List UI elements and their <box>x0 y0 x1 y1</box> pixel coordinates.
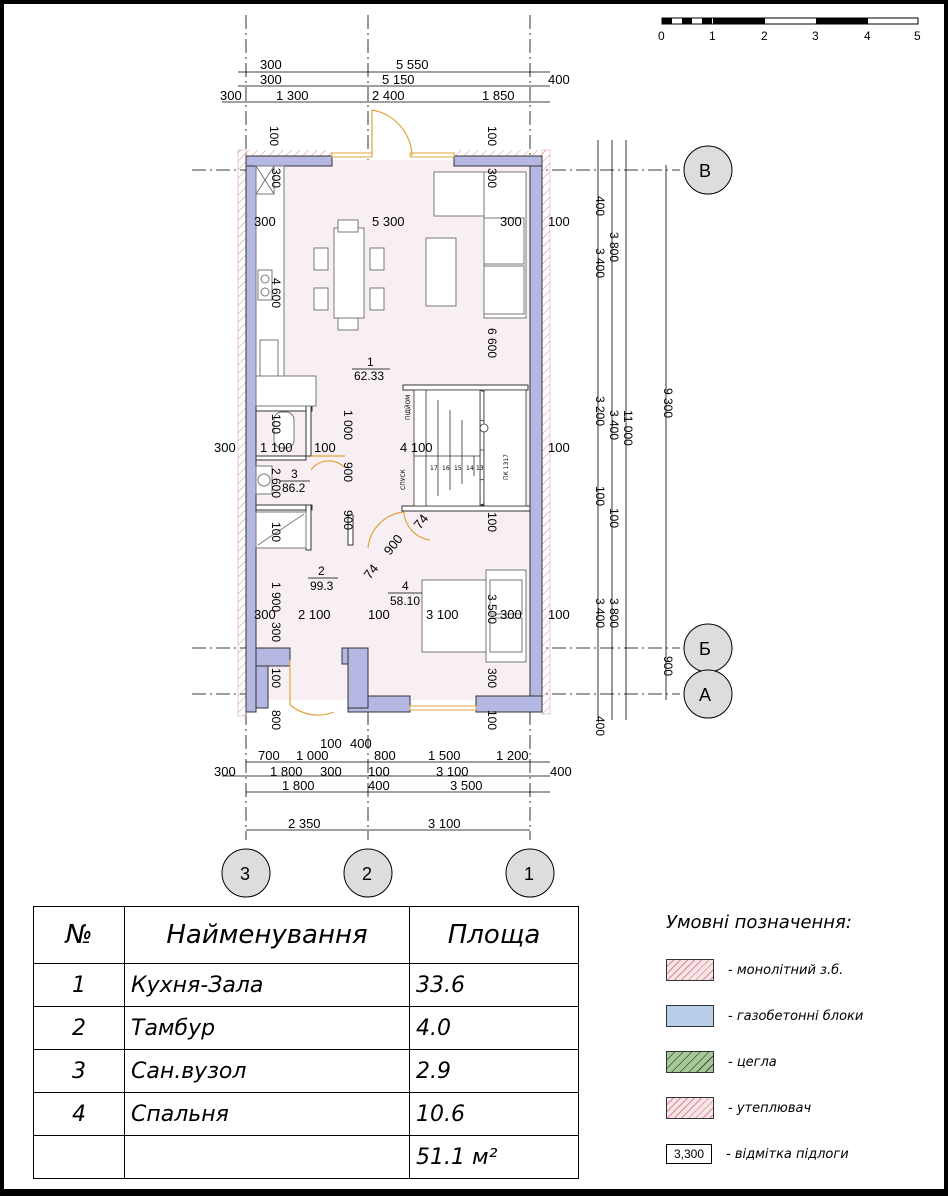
dim-top-300-1: 300 <box>260 57 282 72</box>
dim-i-1900: 1 900 <box>269 582 283 613</box>
dim-i-800: 800 <box>269 710 283 731</box>
table-total-row <box>34 1136 579 1179</box>
scale-tick-4: 4 <box>864 29 871 43</box>
legend-label-brick: - цегла <box>728 1054 777 1070</box>
dim-r-400a: 400 <box>593 196 607 217</box>
floor-mark-box: 3,300 <box>666 1144 712 1164</box>
dim-top-1300: 1 300 <box>276 88 309 103</box>
table-row <box>34 964 579 1007</box>
scale-tick-0: 0 <box>658 29 665 43</box>
legend <box>666 912 926 1177</box>
dim-i-100b: 100 <box>314 440 336 455</box>
stair-down-label: СПУСК <box>400 469 407 490</box>
dim-bot-300b: 300 <box>320 764 342 779</box>
dim-i-300c: 300 <box>214 440 236 455</box>
row-4-name: Спальня <box>125 1093 410 1136</box>
dim-i-v100d: 100 <box>269 522 283 543</box>
dim-i-v300a: 300 <box>269 168 283 189</box>
dim-r-900: 900 <box>661 656 675 677</box>
dim-top-2400: 2 400 <box>372 88 405 103</box>
scale-tick-1: 1 <box>709 29 716 43</box>
row-3-area: 2.9 <box>410 1050 579 1093</box>
dim-bot-700: 700 <box>258 748 280 763</box>
dim-i-v300d: 300 <box>485 668 499 689</box>
dim-i-v100g: 100 <box>485 710 499 731</box>
dim-i-1100: 1 100 <box>260 440 293 455</box>
dim-i-2100: 2 100 <box>298 607 331 622</box>
legend-label-insulation: - утеплювач <box>728 1100 812 1116</box>
col-area-header: Площа <box>410 907 579 964</box>
dim-r-3800b: 3 800 <box>607 598 621 629</box>
row-1-area: 33.6 <box>410 964 579 1007</box>
axis-2: 2 <box>362 864 373 884</box>
dim-r-3400a: 3 400 <box>593 248 607 279</box>
dim-i-300a: 300 <box>254 214 276 229</box>
stair-up-label: ПІДЙОМ <box>405 394 412 420</box>
row-3-name: Сан.вузол <box>125 1050 410 1093</box>
total-area: 51.1 м² <box>410 1136 579 1179</box>
dim-bot-400c: 400 <box>368 778 390 793</box>
dim-i-3500: 3 500 <box>485 594 499 625</box>
room-1-area: 62.33 <box>354 369 385 383</box>
dim-bot-1000: 1 000 <box>296 748 329 763</box>
dim-bot-800: 800 <box>374 748 396 763</box>
scale-tick-2: 2 <box>761 29 768 43</box>
swatch-aerated-blocks <box>666 1005 714 1027</box>
legend-item-monolith <box>666 947 926 993</box>
stair-step-15: 15 <box>454 465 462 472</box>
right-dimensions <box>593 196 675 736</box>
dim-i-100e: 100 <box>548 607 570 622</box>
col-number-header: № <box>34 907 125 964</box>
stair-step-17: 17 <box>430 465 438 472</box>
legend-item-insulation <box>666 1085 926 1131</box>
dim-bot-1800b: 1 800 <box>282 778 315 793</box>
dim-bot-100: 100 <box>320 736 342 751</box>
row-3-number: 3 <box>34 1050 125 1093</box>
dim-r-11000: 11 000 <box>621 410 635 446</box>
swatch-monolith <box>666 959 714 981</box>
dim-i-6600: 6 600 <box>485 328 499 359</box>
dim-bot-3500: 3 500 <box>450 778 483 793</box>
table-row <box>34 1007 579 1050</box>
swatch-brick <box>666 1051 714 1073</box>
dim-top-300-3: 300 <box>220 88 242 103</box>
dim-top-5150: 5 150 <box>382 72 415 87</box>
legend-label-aerated-blocks: - газобетонні блоки <box>728 1008 864 1024</box>
dim-top-300-2: 300 <box>260 72 282 87</box>
dim-top-5550: 5 550 <box>396 57 429 72</box>
stair-mark-label: ПК 1317 <box>503 454 510 480</box>
dim-i-300b: 300 <box>500 214 522 229</box>
dim-i-1000: 1 000 <box>341 410 355 441</box>
row-2-area: 4.0 <box>410 1007 579 1050</box>
room-2-area: 99.3 <box>310 579 334 593</box>
total-empty-2 <box>125 1136 410 1179</box>
dim-bot-100b: 100 <box>368 764 390 779</box>
axis-3: 3 <box>240 864 251 884</box>
dim-i-300e: 300 <box>500 607 522 622</box>
room-3-area: 86.2 <box>282 481 306 495</box>
dim-i-900b: 900 <box>341 510 355 531</box>
row-1-name: Кухня-Зала <box>125 964 410 1007</box>
dim-bot-1500: 1 500 <box>428 748 461 763</box>
dim-i-5300: 5 300 <box>372 214 405 229</box>
room-schedule-table <box>33 906 579 1179</box>
dim-bot-400b: 400 <box>550 764 572 779</box>
dim-i-v100c: 100 <box>269 414 283 435</box>
legend-item-floor-mark <box>666 1131 926 1177</box>
dim-i-3100: 3 100 <box>426 607 459 622</box>
dim-i-2600: 2 600 <box>269 468 283 499</box>
legend-item-brick <box>666 1039 926 1085</box>
room-2-number: 2 <box>318 564 325 578</box>
dim-door-900: 900 <box>380 531 406 558</box>
total-empty-1 <box>34 1136 125 1179</box>
axis-1: 1 <box>524 864 535 884</box>
dim-i-100a: 100 <box>548 214 570 229</box>
table-row <box>34 1093 579 1136</box>
dim-top-400: 400 <box>548 72 570 87</box>
room-4-area: 58.10 <box>390 594 421 608</box>
dim-bot-300: 300 <box>214 764 236 779</box>
dim-i-v100f: 100 <box>269 668 283 689</box>
row-2-name: Тамбур <box>125 1007 410 1050</box>
room-4-number: 4 <box>402 579 409 593</box>
dim-r-100: 100 <box>593 486 607 507</box>
dim-r-9300: 9 300 <box>661 388 675 419</box>
top-dimensions <box>220 57 570 103</box>
scale-bar <box>658 18 921 43</box>
legend-label-monolith: - монолітний з.б. <box>728 962 844 978</box>
col-name-header: Найменування <box>125 907 410 964</box>
axis-a: А <box>699 685 712 705</box>
dim-door-74a: 74 <box>410 511 432 532</box>
dim-i-300d: 300 <box>254 607 276 622</box>
dim-i-100d: 100 <box>368 607 390 622</box>
dim-door-74b: 74 <box>360 561 382 582</box>
dim-bot-2350: 2 350 <box>288 816 321 831</box>
dim-i-v300b: 300 <box>485 168 499 189</box>
row-1-number: 1 <box>34 964 125 1007</box>
room-3-number: 3 <box>291 467 298 481</box>
table-row <box>34 1050 579 1093</box>
dim-i-4600: 4 600 <box>269 278 283 309</box>
stair-step-16: 16 <box>442 465 450 472</box>
dim-bot-1200: 1 200 <box>496 748 529 763</box>
stair-step-14: 14 <box>466 465 474 472</box>
dim-r-3200: 3 200 <box>593 396 607 427</box>
dim-bot-3100b: 3 100 <box>428 816 461 831</box>
row-4-area: 10.6 <box>410 1093 579 1136</box>
dim-r-100b: 100 <box>607 508 621 529</box>
dim-bot-400: 400 <box>350 736 372 751</box>
row-4-number: 4 <box>34 1093 125 1136</box>
stair-step-13: 13 <box>476 465 484 472</box>
dim-i-900a: 900 <box>341 462 355 483</box>
legend-item-aerated-blocks <box>666 993 926 1039</box>
axis-v: В <box>699 161 712 181</box>
scale-tick-5: 5 <box>914 29 921 43</box>
dim-i-100c: 100 <box>548 440 570 455</box>
legend-label-floor-mark: - відмітка підлоги <box>726 1146 849 1162</box>
row-2-number: 2 <box>34 1007 125 1050</box>
dim-i-v100b: 100 <box>485 126 499 147</box>
dim-bot-1800: 1 800 <box>270 764 303 779</box>
dim-i-4100: 4 100 <box>400 440 433 455</box>
dim-r-3400b: 3 400 <box>593 598 607 629</box>
table-header-row <box>34 907 579 964</box>
axis-b: Б <box>699 639 711 659</box>
legend-title: Умовні позначення: <box>666 912 852 933</box>
scale-tick-3: 3 <box>812 29 819 43</box>
swatch-insulation <box>666 1097 714 1119</box>
dim-i-v300c: 300 <box>269 622 283 643</box>
dim-bot-3100: 3 100 <box>436 764 469 779</box>
room-1-number: 1 <box>367 355 374 369</box>
dim-top-1850: 1 850 <box>482 88 515 103</box>
dim-r-3400c: 3 400 <box>607 410 621 441</box>
dim-r-400b: 400 <box>593 716 607 737</box>
dim-r-3800a: 3 800 <box>607 232 621 263</box>
dim-i-v100a: 100 <box>267 126 281 147</box>
dim-i-v100e: 100 <box>485 512 499 533</box>
bottom-dimensions <box>214 736 572 831</box>
